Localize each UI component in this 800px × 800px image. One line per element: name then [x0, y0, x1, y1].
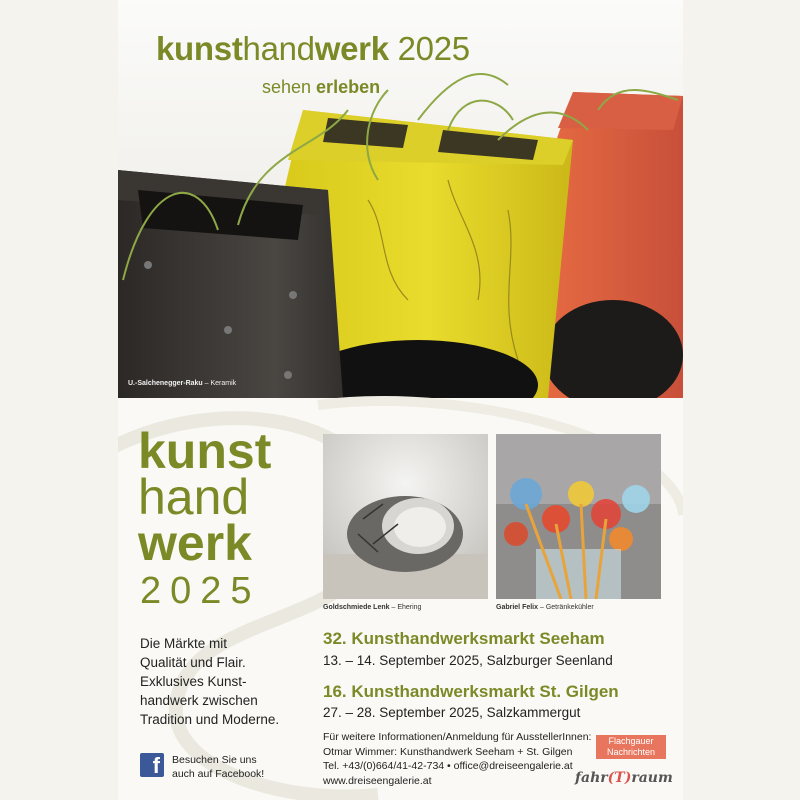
fahrtraum-part: (T): [607, 770, 632, 786]
event-date-seeham: 13. – 14. September 2025, Salzburger Seenland: [323, 653, 613, 668]
info-line[interactable]: Tel. +43/(0)664/41-42-734 • office@dreiseengalerie.at: [323, 760, 573, 772]
logo-year: 2025: [140, 570, 261, 612]
caption-rest: – Getränkekühler: [538, 604, 594, 611]
website-link[interactable]: www.dreiseengalerie.at: [323, 774, 432, 787]
slogan-line: handwerk zwischen: [140, 693, 258, 708]
info-line: Für weitere Informationen/Anmeldung für AusstellerInnen:: [323, 731, 592, 743]
event-title-seeham: 32. Kunsthandwerksmarkt Seeham: [323, 629, 605, 648]
hero-title: [156, 30, 470, 68]
logo-line-werk: werk: [138, 515, 252, 571]
hero-image: [118, 0, 683, 398]
slogan-line: Tradition und Moderne.: [140, 712, 280, 727]
caption-name: Goldschmiede Lenk: [323, 604, 390, 611]
event-title-st-gilgen: 16. Kunsthandwerksmarkt St. Gilgen: [323, 682, 619, 701]
hero-title-part: werk: [314, 30, 389, 67]
ring-caption: [323, 604, 421, 611]
slogan: [140, 634, 320, 729]
logo-line-hand: hand: [138, 469, 250, 525]
caption-name: Gabriel Felix: [496, 604, 539, 611]
slogan-line: Die Märkte mit: [140, 636, 228, 651]
hero-title-part: hand: [242, 30, 315, 67]
credit-name: U.-Salchenegger-Raku: [128, 380, 203, 387]
fahrtraum-part: fahr: [575, 770, 608, 786]
facebook-text[interactable]: [172, 753, 264, 781]
slogan-line: Exklusives Kunst-: [140, 674, 247, 689]
caption-rest: – Ehering: [389, 604, 422, 611]
info-line: Otmar Wimmer: Kunsthandwerk Seeham + St. Gilgen: [323, 745, 573, 758]
hero-title-year: 2025: [388, 30, 470, 67]
hero-credit: [128, 380, 236, 387]
facebook-icon[interactable]: f: [140, 753, 164, 777]
glass-caption: [496, 604, 594, 611]
logo-line-kunst: kunst: [138, 423, 272, 479]
sponsor-line: Flachgauer: [608, 736, 654, 746]
fahrtraum-part: raum: [631, 770, 673, 786]
event-date-st-gilgen: 27. – 28. September 2025, Salzkammergut: [323, 705, 581, 720]
contact-info: [323, 730, 591, 788]
hero-subtitle: [262, 77, 380, 98]
facebook-line: Besuchen Sie uns: [172, 754, 257, 766]
hero-title-part: kunst: [156, 30, 243, 67]
fahrtraum-logo: [575, 770, 673, 786]
hero-subtitle-part: sehen: [262, 77, 317, 97]
slogan-line: Qualität und Flair.: [140, 655, 246, 670]
sponsor-line: Nachrichten: [606, 747, 656, 757]
facebook-line: auch auf Facebook!: [172, 768, 265, 780]
poster: [118, 0, 683, 800]
hero-subtitle-part: erleben: [316, 77, 381, 97]
glass-coolers-photo: [496, 434, 661, 599]
ring-photo: [323, 434, 488, 599]
credit-rest: – Keramik: [202, 380, 237, 387]
flachgauer-nachrichten-logo: [596, 735, 666, 759]
